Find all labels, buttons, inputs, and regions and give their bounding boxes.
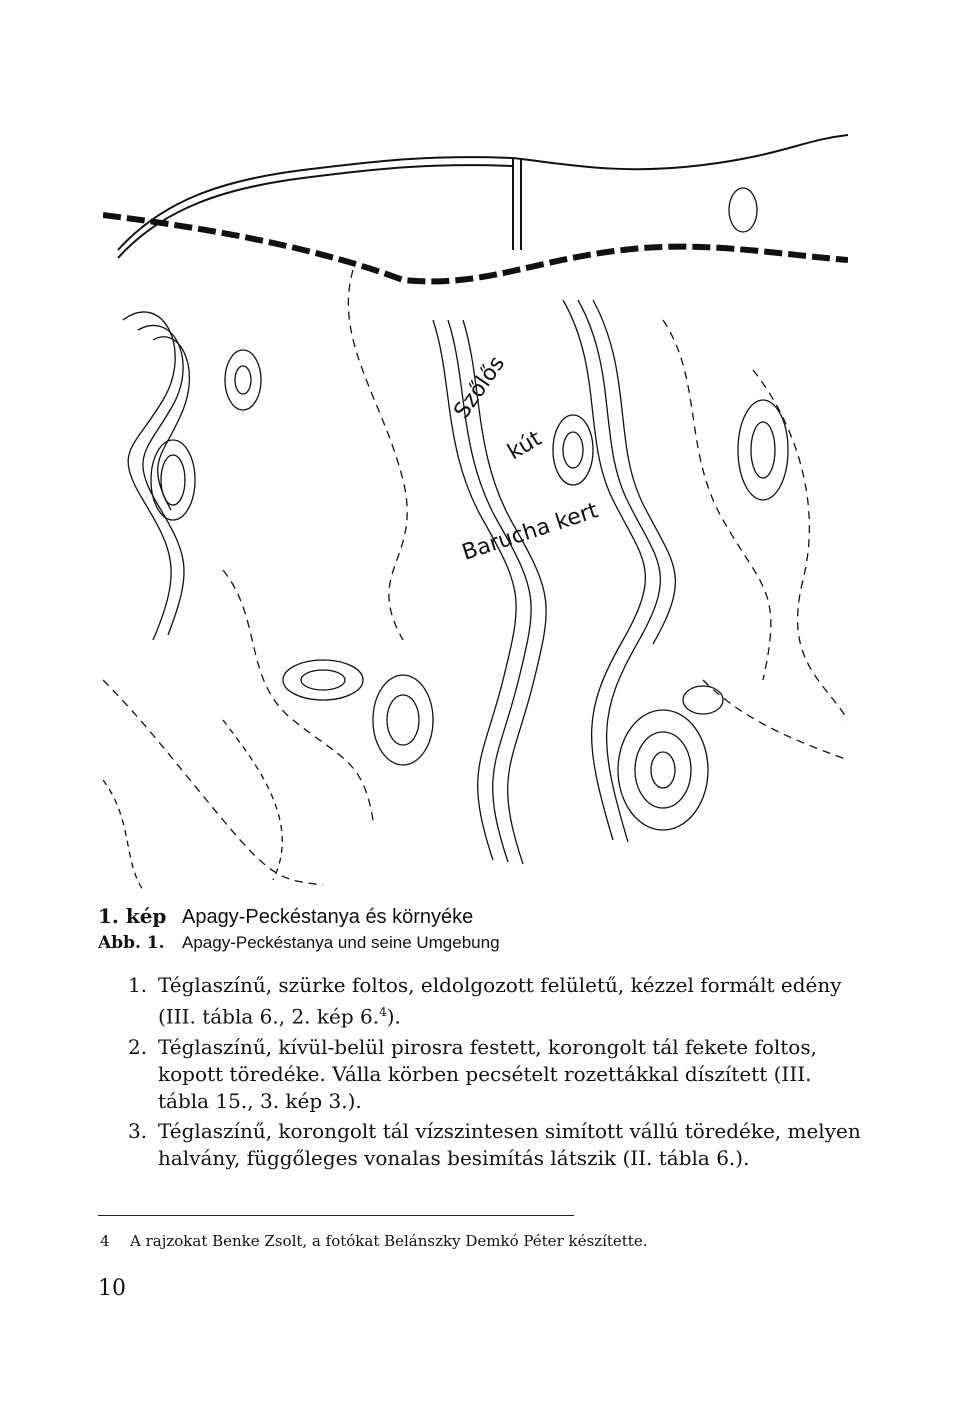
figure-title-de: Apagy-Peckéstanya und seine Umgebung [182,933,500,952]
list-item [128,1034,868,1115]
page-number: 10 [98,1276,126,1301]
item-number: 1. [128,973,148,997]
figure-number-de: Abb. 1. [98,933,165,953]
footnote-divider [98,1215,574,1216]
item-text: Téglaszínű, szürke foltos, eldolgozott felületű, kézzel formált edény (III. tábla 6., 2. kép 6.$^4$). [158,973,842,1029]
figure-title-hu: Apagy-Peckéstanya és környéke [182,906,474,928]
item-text: Téglaszínű, kívül-belül pirosra festett, korongolt tál fekete foltos, kopott töredéke. Válla körben pecsételt rozettákkal díszített (III. tábla 15., 3. kép 3.). [158,1034,817,1113]
footnote-text: A rajzokat Benke Zsolt, a fotókat Belánszky Demkó Péter készítette. [130,1232,648,1250]
map-label-barucha: Barucha kert [459,498,602,566]
map-label-kut: kút [503,426,546,466]
map-label-szoles: Szőlős [449,351,511,424]
figure-number-hu: 1. kép [98,904,167,928]
footnote [100,1232,647,1250]
item-number: 2. [128,1034,148,1059]
list-item [128,972,868,1031]
footnote-number: 4 [100,1232,110,1250]
figure-caption-de [98,933,500,953]
topographic-map [103,120,848,890]
list-item [128,1118,868,1172]
item-list [128,972,868,1175]
figure-caption-hu [98,904,473,929]
item-text: Téglaszínű, korongolt tál vízszintesen simított vállú töredéke, melyen halvány, függőleges vonalas besimítás látszik (II. tábla 6.). [158,1118,861,1170]
item-number: 3. [128,1118,148,1143]
footnote-marker: 4 [379,1005,387,1019]
